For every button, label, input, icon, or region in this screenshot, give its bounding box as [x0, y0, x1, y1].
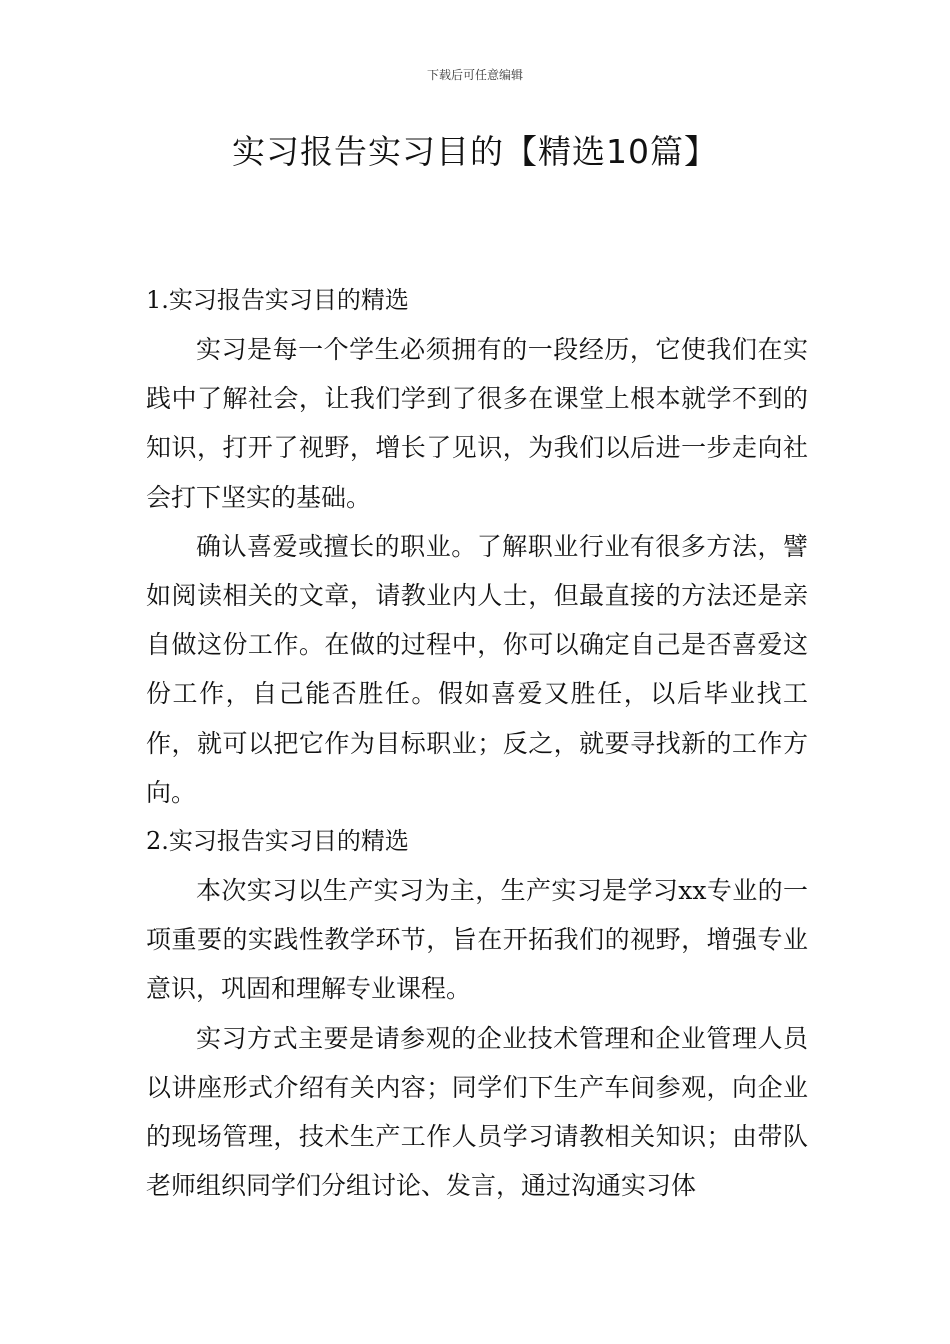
paragraph: 实习是每一个学生必须拥有的一段经历，它使我们在实践中了解社会，让我们学到了很多在课堂上根本就学不到的知识，打开了视野，增长了见识，为我们以后进一步走向社会打下坚实的基础。 [146, 335, 808, 512]
section-heading: 1.实习报告实习目的精选 [146, 286, 409, 314]
section-heading: 2.实习报告实习目的精选 [146, 827, 409, 856]
section-2 [146, 817, 808, 1210]
document-title: 实习报告实习目的【精选10篇】 [232, 132, 718, 171]
paragraph: 确认喜爱或擅长的职业。了解职业行业有很多方法，譬如阅读相关的文章，请教业内人士，但最直接的方法还是亲自做这份工作。在做的过程中，你可以确定自己是否喜爱这份工作，自己能否胜任。假如喜爱又胜任，以后毕业找工作，就可以把它作为目标职业；反之，就要寻找新的工作方向。 [146, 531, 808, 807]
section-1 [146, 276, 808, 817]
document-body [146, 276, 808, 1210]
page-header-note: 下载后可任意编辑 [426, 68, 523, 82]
paragraph: 实习方式主要是请参观的企业技术管理和企业管理人员以讲座形式介绍有关内容；同学们下生产车间参观，向企业的现场管理，技术生产工作人员学习请教相关知识；由带队老师组织同学们分组讨论、发言，通过沟通实习体 [146, 1023, 808, 1201]
paragraph: 本次实习以生产实习为主，生产实习是学习xx专业的一项重要的实践性教学环节，旨在开拓我们的视野，增强专业意识，巩固和理解专业课程。 [146, 876, 808, 1004]
